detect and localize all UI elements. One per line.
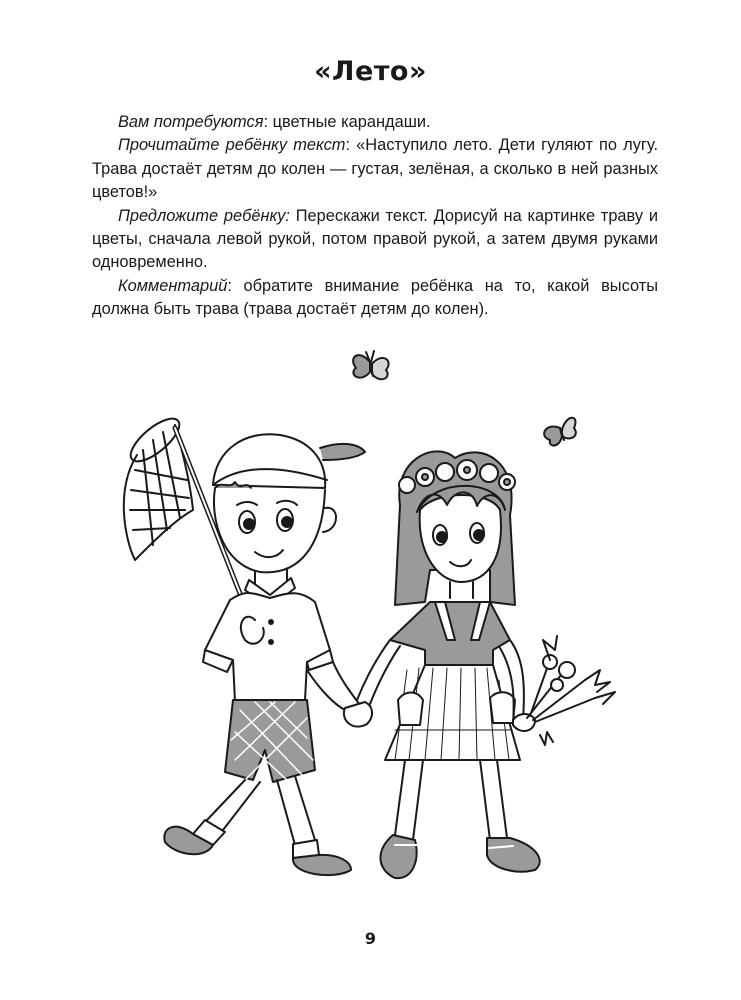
read-text-sep: : bbox=[345, 136, 357, 155]
page-title: «Лето» bbox=[314, 56, 427, 87]
task-label: Предложите ребёнку: bbox=[118, 206, 290, 225]
materials-label: Вам потребуются bbox=[118, 113, 264, 131]
boy-figure bbox=[164, 434, 365, 875]
read-text-body: «Наступило лето. Дети гуляют по лугу. Трава достаёт детям до колен — густая, зелёная, а сколько в ней разных цветов!» bbox=[92, 136, 658, 202]
task-text: Перескажи текст. Дорисуй на картинке траву и цветы, сначала левой рукой, потом правой рукой, а затем двумя руками одновременно. bbox=[92, 206, 659, 272]
read-text-label: Прочитайте ребёнку текст bbox=[118, 136, 346, 155]
girl-figure bbox=[344, 451, 615, 878]
task-paragraph bbox=[92, 205, 658, 275]
comment-sep: : bbox=[227, 276, 244, 295]
children-illustration bbox=[95, 340, 635, 900]
comment-paragraph bbox=[92, 275, 658, 322]
read-text-paragraph bbox=[92, 134, 658, 204]
comment-text: обратите внимание ребёнка на то, какой высоты должна быть трава (трава достаёт детям до колен). bbox=[92, 276, 658, 319]
page-number: 9 bbox=[364, 929, 377, 948]
materials-sep: : bbox=[263, 113, 273, 131]
instructions-text bbox=[92, 111, 658, 322]
materials-paragraph bbox=[92, 111, 658, 134]
butterfly-right-icon bbox=[544, 418, 576, 446]
materials-text: цветные карандаши. bbox=[272, 113, 431, 131]
comment-label: Комментарий bbox=[118, 276, 228, 295]
flower-bouquet-icon bbox=[527, 636, 615, 745]
butterfly-top-icon bbox=[353, 351, 388, 379]
